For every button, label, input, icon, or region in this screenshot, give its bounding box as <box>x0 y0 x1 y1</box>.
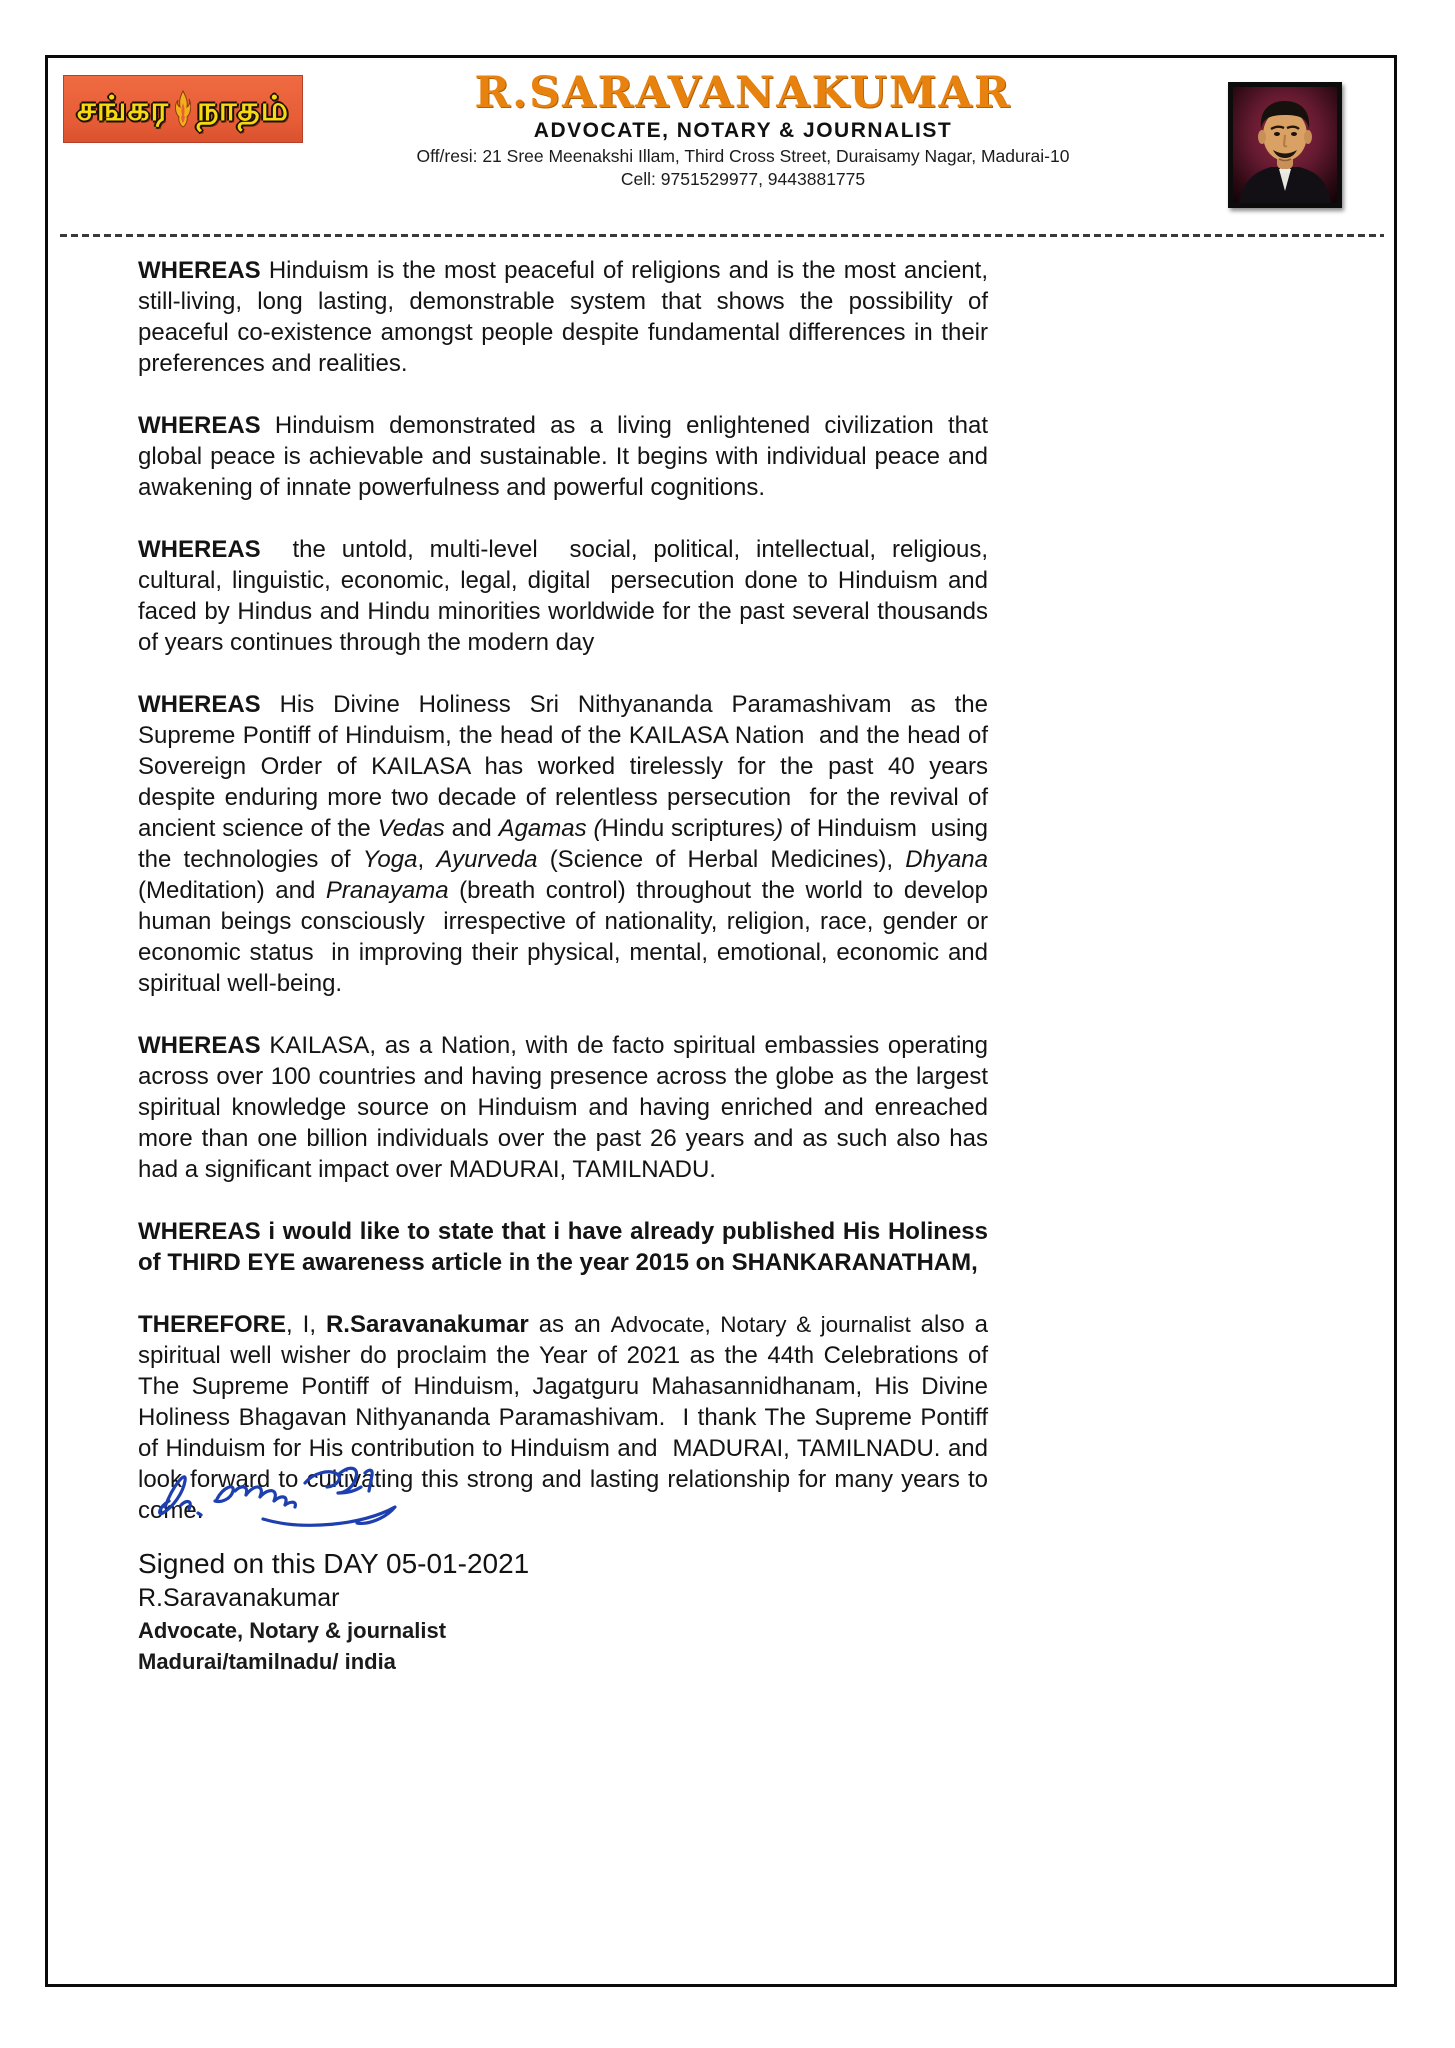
logo-word-2: நாதம் <box>196 89 289 129</box>
signoff-block <box>138 1548 529 1675</box>
text-segment: Hinduism is the most peaceful of religions and is the most ancient, still-living, long lasting, demonstrable system that shows the possibility of peaceful co-existence amongst people despite fundamental differences in their preferences and realities. <box>138 257 995 377</box>
phone-line: Cell: 9751529977, 9443881775 <box>620 169 866 189</box>
text-segment: Advocate, Notary & journalist <box>610 1312 911 1337</box>
text-segment: Pranayama <box>325 877 449 904</box>
text-segment: WHEREAS <box>138 691 280 718</box>
text-segment: also a spiritual well wisher do proclaim the Year of 2021 as the 44th Celebrations of The Supreme Pontiff of Hinduism, Jagatguru Mahasannidhanam, His Divine Holiness Bhagavan Nithyananda Paramashivam. I thank The Supreme Pontiff of Hinduism for His contribution to Hinduism and MADURAI, TAMILNADU. and look forward to cultivating this strong and lasting relationship for many years to come. <box>138 1311 995 1524</box>
paragraph <box>138 534 995 658</box>
text-segment: (breath control) throughout the world to develop human beings consciously irrespective of nationality, religion, race, gender or economic status in improving their physical, mental, emotional, economic and spiritual well-being. <box>138 877 995 997</box>
paragraph <box>138 1216 995 1278</box>
text-segment: Ayurveda <box>436 846 538 873</box>
advocate-designation: ADVOCATE, NOTARY & JOURNALIST <box>533 119 953 142</box>
portrait-photo <box>1228 82 1342 208</box>
text-segment: KAILASA, as a Nation, with de facto spiritual embassies operating across over 100 countries and having presence across the globe as the largest spiritual knowledge source on Hinduism and having enriched and enreached more than one billion individuals over the past 26 years and as such also has had a significant impact over MADURAI, TAMILNADU. <box>138 1032 995 1183</box>
paragraph <box>138 255 995 379</box>
text-segment: , I, <box>286 1311 326 1338</box>
address-line: Off/resi: 21 Sree Meenakshi Illam, Third Cross Street, Duraisamy Nagar, Madurai-10 <box>416 146 1070 166</box>
signer-name: R.Saravanakumar <box>138 1584 340 1612</box>
text-segment: WHEREAS <box>138 536 277 563</box>
text-segment: His Divine Holiness Sri Nithyananda Paramashivam as the Supreme Pontiff of Hinduism, the head of the KAILASA Nation and the head of Sovereign Order of KAILASA has worked tirelessly for the past 40 years despite enduring more two decade of relentless persecution for the revival of ancient science of the <box>138 691 1009 842</box>
text-segment: , <box>417 846 437 873</box>
text-segment: as an <box>528 1311 611 1338</box>
text-segment: Hinduism demonstrated as a living enlightened civilization that global peace is achievable and sustainable. It begins with individual peace and awakening of innate powerfulness and powerful cognitions. <box>138 412 995 501</box>
flame-icon <box>175 89 191 129</box>
signer-designation: Advocate, Notary & journalist <box>138 1618 447 1643</box>
text-segment: (Science of Herbal Medicines), <box>537 846 906 873</box>
paragraph <box>138 689 1009 999</box>
text-segment: of Hinduism using the technologies of <box>138 815 995 873</box>
text-segment: (Meditation) and <box>138 846 995 904</box>
text-segment: the untold, multi-level social, political, intellectual, religious, cultural, linguistic, economic, legal, digital persecution done to Hinduism and faced by Hindus and Hindu minorities worldwide for the past several thousands of years continues through the modern day <box>138 536 995 656</box>
text-segment: R.Saravanakumar <box>325 1311 529 1338</box>
text-segment: WHEREAS i would like to state that i have already published His Holiness of THIRD EYE awareness article in the year 2015 on SHANKARANATHAM, <box>138 1218 995 1276</box>
body-paragraphs <box>138 255 1009 1557</box>
signer-location: Madurai/tamilnadu/ india <box>138 1649 396 1674</box>
logo-word-1: சங்கர <box>76 89 169 129</box>
text-segment: and <box>444 815 499 842</box>
text-segment: THEREFORE <box>138 1311 287 1338</box>
text-segment: ) <box>775 815 784 842</box>
dashed-divider <box>60 234 1384 237</box>
text-segment: Dhyana <box>905 846 988 873</box>
text-segment: WHEREAS <box>138 412 275 439</box>
paragraph <box>138 410 995 503</box>
portrait-photo-image <box>1233 87 1337 203</box>
shankaranatham-logo <box>63 75 303 143</box>
text-segment: Yoga <box>362 846 418 873</box>
advocate-name: R.SARAVANAKUMAR <box>474 68 1012 118</box>
text-segment: Agamas ( <box>498 815 602 842</box>
paragraph <box>138 1030 995 1185</box>
text-segment: Hindu scriptures <box>601 815 776 842</box>
page-border-frame <box>45 55 1397 1987</box>
text-segment: WHEREAS <box>138 257 269 284</box>
text-segment: Vedas <box>377 815 445 842</box>
signature <box>143 1443 443 1538</box>
letterhead-center <box>293 68 1193 190</box>
signed-date-line: Signed on this DAY 05-01-2021 <box>138 1548 530 1579</box>
text-segment: WHEREAS <box>138 1032 270 1059</box>
